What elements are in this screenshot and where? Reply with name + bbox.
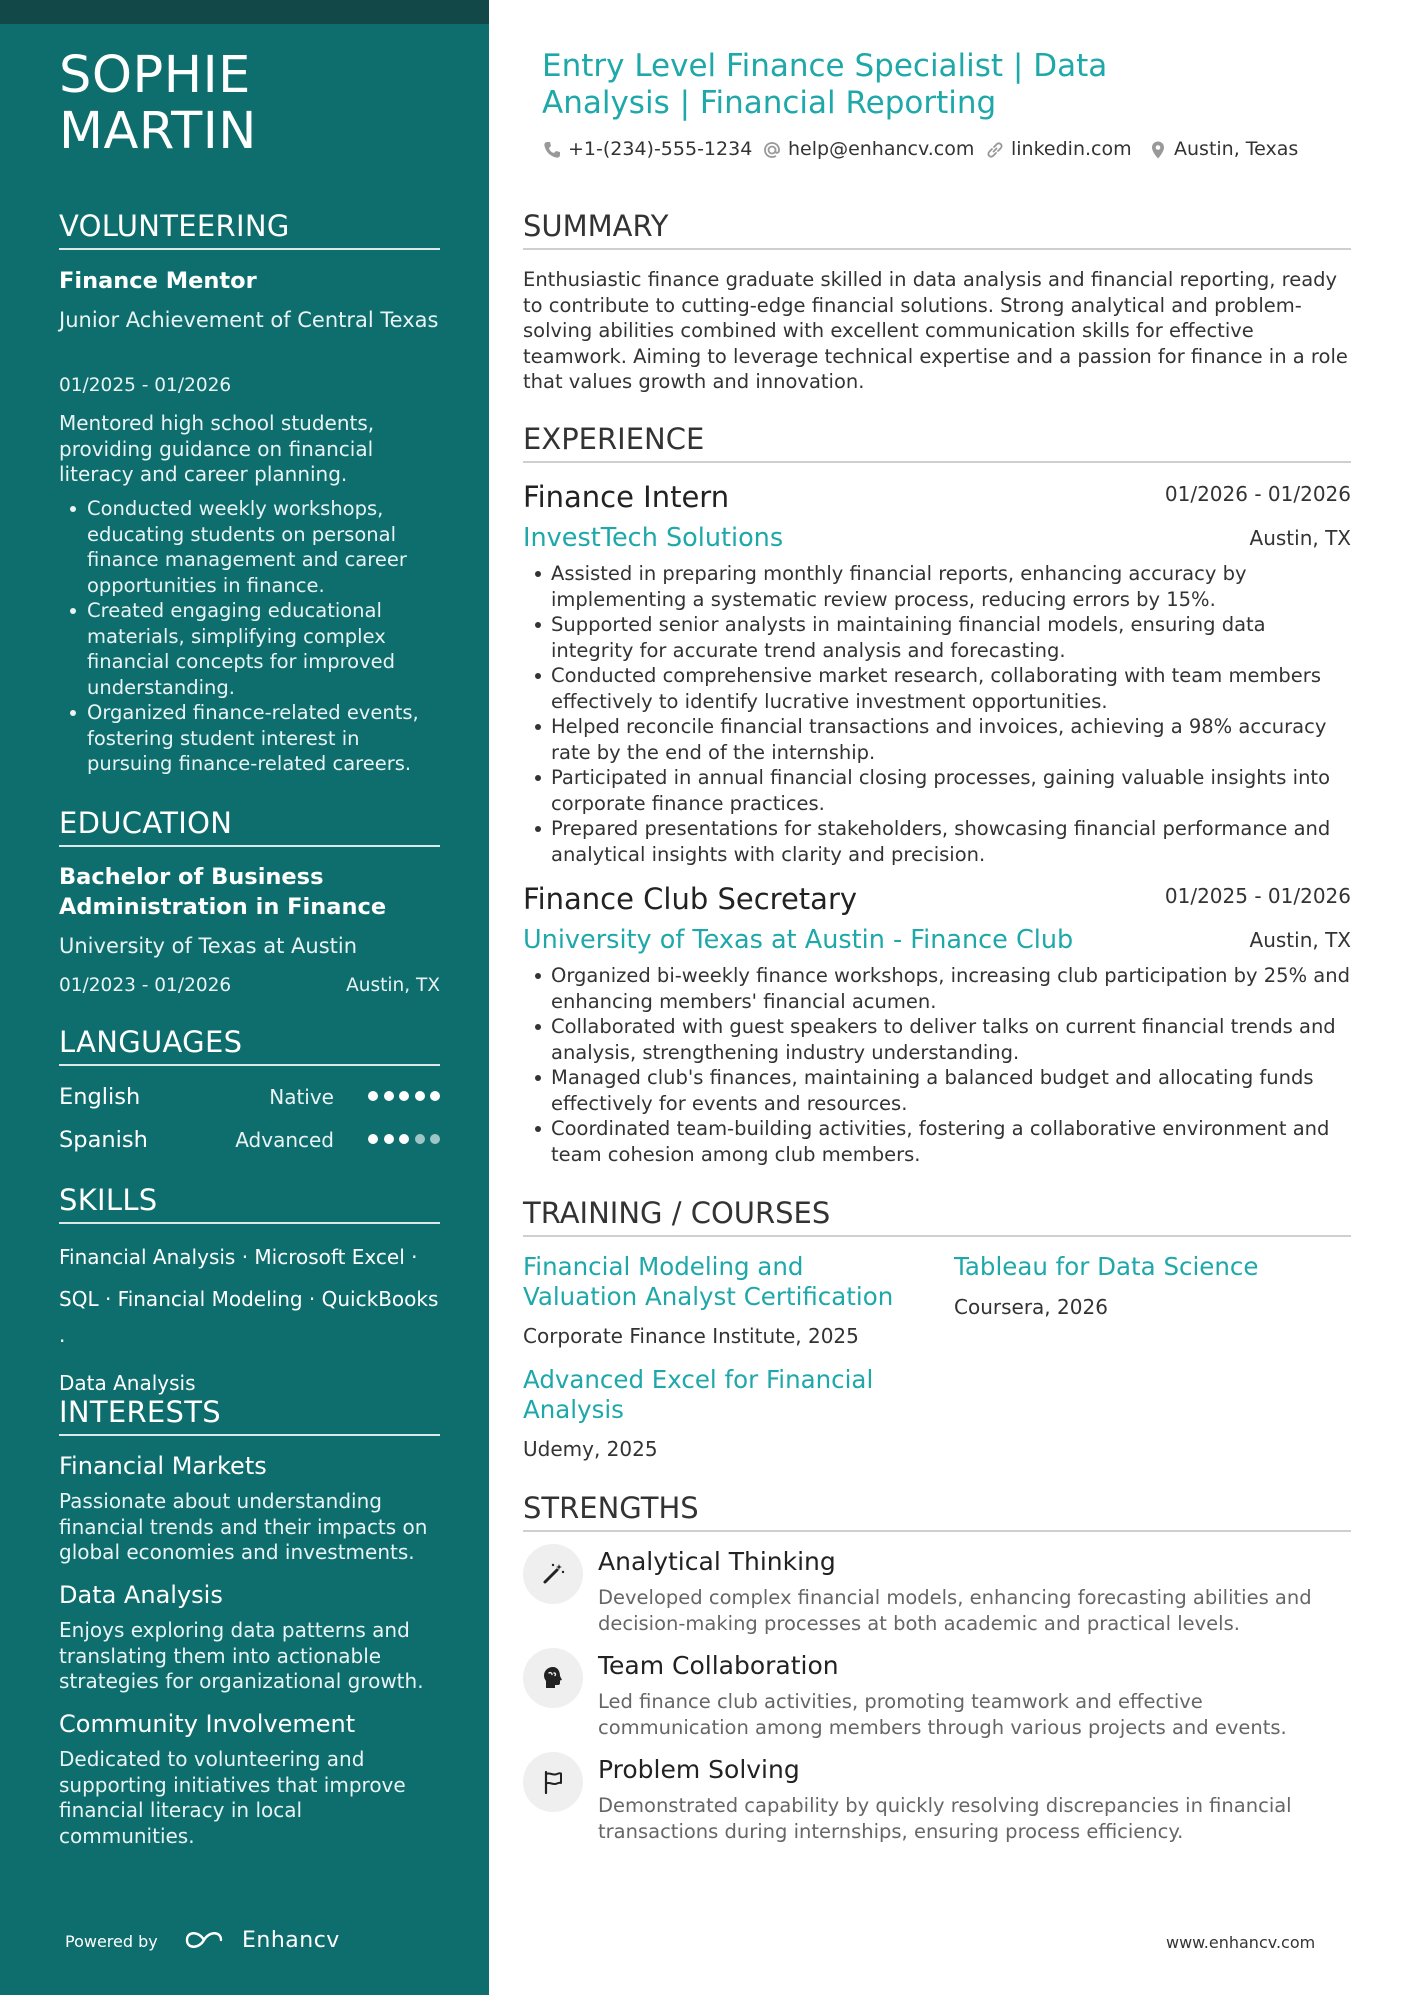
summary-text: Enthusiastic finance graduate skilled in data analysis and financial reporting, ready to contribute to cutting-edge financial solutions. Strong analytical and problem-solving abilities combined with excellent communication skills for effective teamwork. Aiming to leverage technical expertise and a passion for finance in a role that values growth and innovation. [523,268,1348,393]
brain-head-icon [523,1648,583,1708]
sidebar [0,0,489,1995]
list-item: Created engaging educational materials, simplifying complex financial concepts for improved understanding. [59,598,440,700]
course-provider: Udemy, 2025 [523,1437,658,1461]
list-item: Supported senior analysts in maintaining financial models, ensuring data integrity for accurate trend analysis and forecasting. [523,612,1353,663]
interest-title: Community Involvement [59,1710,356,1738]
proficiency-dot-filled [430,1091,440,1101]
strength-text: Developed complex financial models, enhancing forecasting abilities and decision-making processes at both academic and practical levels. [598,1586,1312,1635]
skills-line: Data Analysis [59,1371,196,1395]
language-row-spanish [59,1124,440,1156]
magic-wand-icon [523,1544,583,1604]
interests-heading: INTERESTS [59,1394,440,1436]
language-level: Advanced [235,1128,334,1152]
language-name: Spanish [59,1127,148,1153]
phone-icon [542,140,562,160]
interest-text: Passionate about understanding financial trends and their impacts on global economies and investments. [59,1489,428,1564]
at-sign-icon [762,140,782,160]
job-company: University of Texas at Austin - Finance Club [523,925,1074,955]
proficiency-dot-filled [368,1091,378,1101]
job-title: Finance Club Secretary [523,882,858,916]
strength-title: Analytical Thinking [598,1547,836,1576]
training-heading: TRAINING / COURSES [523,1195,1351,1237]
summary-heading: SUMMARY [523,208,1351,250]
candidate-name: SOPHIE MARTIN [59,46,257,161]
contact-location: Austin, Texas [1148,136,1308,162]
strength-text: Led finance club activities, promoting teamwork and effective communication among members through various projects and events. [598,1690,1287,1739]
strength-title: Problem Solving [598,1755,800,1784]
job-location: Austin, TX [1249,526,1351,550]
strength-title: Team Collaboration [598,1651,839,1680]
volunteer-dates: 01/2025 - 01/2026 [59,375,232,396]
location-pin-icon [1148,140,1168,160]
experience-heading: EXPERIENCE [523,421,1351,463]
course-title: Financial Modeling and Valuation Analyst Certification [523,1252,894,1311]
volunteer-organization: Junior Achievement of Central Texas [59,308,439,332]
education-heading: EDUCATION [59,805,440,847]
list-item: Participated in annual financial closing processes, gaining valuable insights into corporate finance practices. [523,765,1353,816]
education-degree: Bachelor of Business Administration in Finance [59,864,387,920]
proficiency-dot-empty [415,1134,425,1144]
course-title: Tableau for Data Science [954,1252,1259,1281]
skills-list [59,1236,440,1404]
skills-heading: SKILLS [59,1182,440,1224]
proficiency-dot-filled [399,1134,409,1144]
proficiency-dot-filled [368,1134,378,1144]
skills-line: SQL · Financial Modeling · QuickBooks · [59,1287,439,1353]
list-item: Assisted in preparing monthly financial reports, enhancing accuracy by implementing a systematic review process, reducing errors by 15%. [523,561,1353,612]
list-item: Coordinated team-building activities, fostering a collaborative environment and team cohesion among club members. [523,1116,1353,1167]
job-company: InvestTech Solutions [523,523,784,553]
interest-text: Enjoys exploring data patterns and translating them into actionable strategies for organizational growth. [59,1618,424,1693]
volunteering-heading: VOLUNTEERING [59,208,440,250]
proficiency-dots [368,1134,440,1146]
education-location: Austin, TX [346,975,440,996]
language-name: English [59,1084,141,1110]
interest-title: Data Analysis [59,1581,223,1609]
list-item: Organized finance-related events, fostering student interest in pursuing finance-related careers. [59,700,440,777]
education-dates: 01/2023 - 01/2026 [59,975,232,996]
list-item: Collaborated with guest speakers to deliver talks on current financial trends and analysis, strengthening industry understanding. [523,1014,1353,1065]
interest-text: Dedicated to volunteering and supporting initiatives that improve financial literacy in local communities. [59,1747,406,1848]
job-bullets [523,561,1353,867]
education-school: University of Texas at Austin [59,934,358,958]
list-item: Helped reconcile financial transactions and invoices, achieving a 98% accuracy rate by the end of the internship. [523,714,1353,765]
contact-email[interactable]: help@enhancv.com [762,136,977,162]
list-item: Prepared presentations for stakeholders, showcasing financial performance and analytical insights with clarity and precision. [523,816,1353,867]
language-row-english [59,1081,440,1113]
footer-website-link[interactable]: www.enhancv.com [1166,1933,1316,1952]
proficiency-dot-filled [399,1091,409,1101]
job-location: Austin, TX [1249,928,1351,952]
enhancv-brand[interactable]: Enhancv [242,1928,340,1953]
course-provider: Corporate Finance Institute, 2025 [523,1324,859,1348]
course-title: Advanced Excel for Financial Analysis [523,1365,874,1424]
volunteer-description: Mentored high school students, providing guidance on financial literacy and career planning. [59,411,375,486]
flag-icon [523,1752,583,1812]
job-dates: 01/2025 - 01/2026 [1164,884,1351,908]
job-title: Finance Intern [523,480,730,514]
volunteer-bullets [59,496,440,777]
language-level: Native [269,1085,334,1109]
list-item: Conducted weekly workshops, educating students on personal finance management and career opportunities in finance. [59,496,440,598]
proficiency-dot-filled [384,1091,394,1101]
contact-linkedin[interactable]: linkedin.com [985,136,1135,162]
proficiency-dots [368,1091,440,1103]
list-item: Organized bi-weekly finance workshops, increasing club participation by 25% and enhancing members' financial acumen. [523,963,1353,1014]
contact-phone[interactable]: +1-(234)-555-1234 [542,136,752,162]
proficiency-dot-filled [384,1134,394,1144]
enhancv-logo-icon [184,1925,224,1955]
strengths-heading: STRENGTHS [523,1490,1351,1532]
proficiency-dot-empty [430,1134,440,1144]
volunteer-role: Finance Mentor [59,268,257,294]
list-item: Managed club's finances, maintaining a balanced budget and allocating funds effectively for events and resources. [523,1065,1353,1116]
interest-title: Financial Markets [59,1452,267,1480]
languages-heading: LANGUAGES [59,1024,440,1066]
skills-line: Financial Analysis · Microsoft Excel · [59,1245,418,1269]
sidebar-top-bar [0,0,489,24]
powered-by-label: Powered by [65,1932,158,1951]
strength-text: Demonstrated capability by quickly resolving discrepancies in financial transactions during internships, ensuring process efficiency. [598,1794,1292,1843]
list-item: Conducted comprehensive market research, collaborating with team members effectively to identify lucrative investment opportunities. [523,663,1353,714]
proficiency-dot-filled [415,1091,425,1101]
link-icon [985,140,1005,160]
job-bullets [523,963,1353,1167]
course-provider: Coursera, 2026 [954,1295,1108,1319]
resume-title: Entry Level Finance Specialist | Data Analysis | Financial Reporting [542,48,1108,121]
job-dates: 01/2026 - 01/2026 [1164,482,1351,506]
